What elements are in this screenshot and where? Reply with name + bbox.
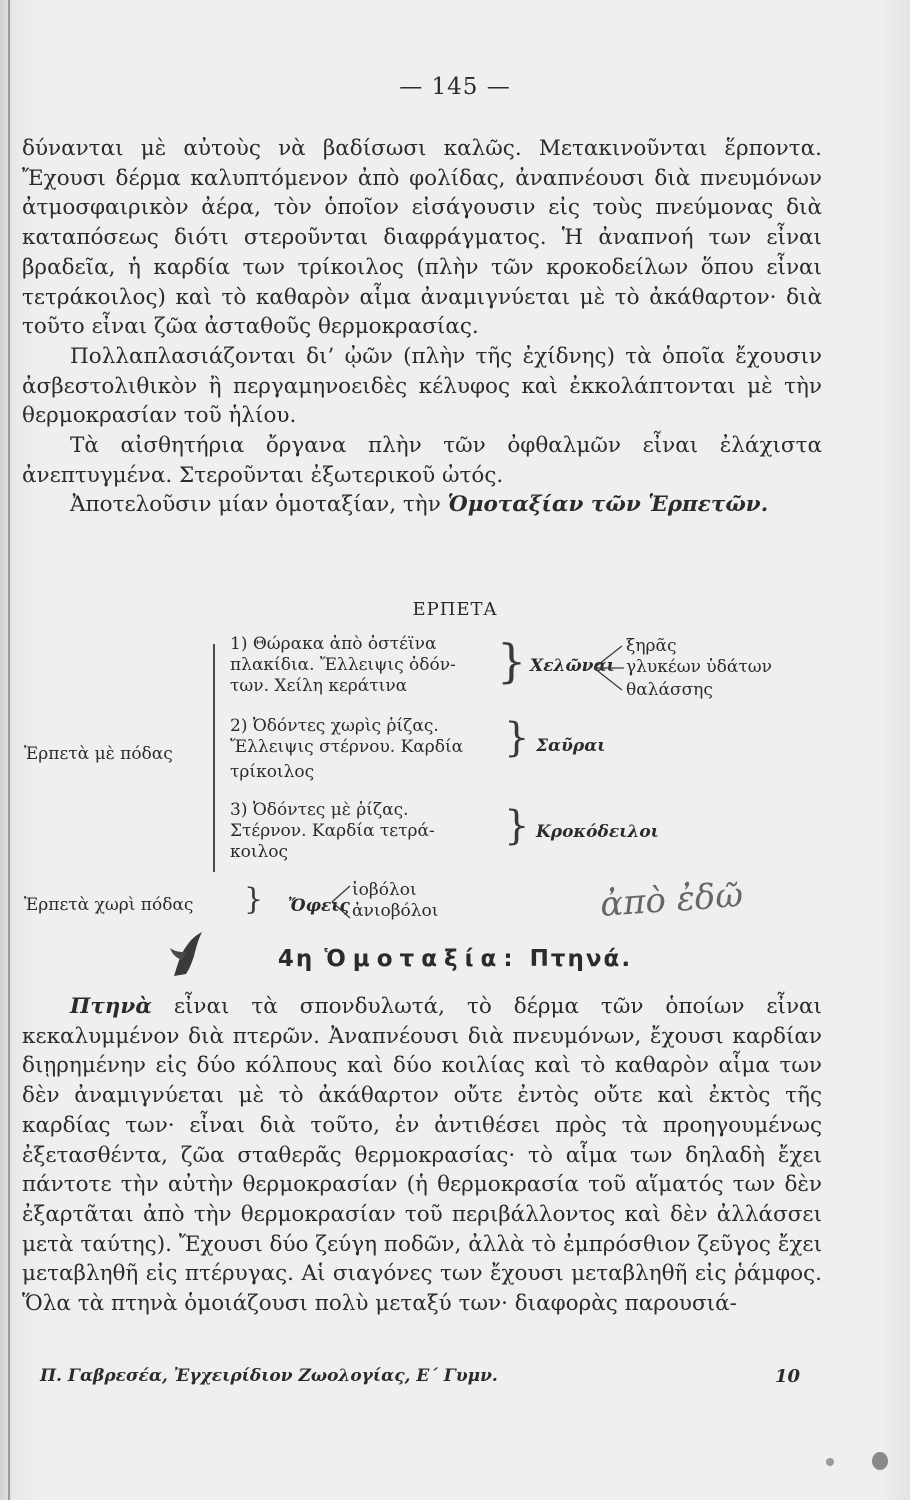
handwritten-note: ἀπὸ ἐδῶ bbox=[598, 875, 745, 925]
page-number: — 145 — bbox=[399, 74, 511, 100]
row4-sub: ἀνιοβόλοι bbox=[352, 901, 439, 921]
row4-name: Ὄφεις bbox=[288, 896, 350, 916]
footer bbox=[40, 1366, 800, 1386]
scan-speck bbox=[826, 1458, 834, 1466]
footer-text: Π. Γαβρεσέα, Ἐγχειρίδιον Ζωολογίας, Ε΄ Γυμν. bbox=[40, 1366, 498, 1386]
row4-sub: ἰοβόλοι bbox=[352, 880, 417, 900]
paragraph: Τὰ αἰσθητήρια ὄργανα πλὴν τῶν ὀφθαλμῶν εἶναι ἐλάχιστα ἀνεπτυγμένα. Στεροῦνται ἐξωτερικοῦ ὠτός. bbox=[22, 433, 822, 488]
row1-line: των. Χείλη κεράτινα bbox=[230, 676, 408, 696]
row1-description bbox=[230, 634, 490, 697]
heading-prefix: 4η bbox=[277, 946, 315, 972]
paragraph: δύνανται μὲ αὐτοὺς νὰ βαδίσωσι καλῶς. Μετακινοῦνται ἕρποντα. Ἔχουσι δέρμα καλυπτόμενον ἀπὸ φολίδας, ἀναπνέουσι διὰ πνευμόνων ἀτμοσφαιρικὸν ἀέρα, τὸν ὁποῖον εἰσάγουσιν εἰς τοὺς πνεύμονας διὰ καταπόσεως διότι στεροῦνται διαφράγματος. Ἡ ἀναπνοή των εἶναι βραδεῖα, ἡ καρδία των τρίκοιλος (πλὴν τῶν κροκοδείλων ὅπου εἶναι τετράκοιλος) καὶ τὸ καθαρὸν αἷμα ἀναμιγνύεται μὲ τὸ ἀκάθαρτον· διὰ τοῦτο εἶναι ζῶα ἀσταθοῦς θερμοκρασίας. bbox=[22, 136, 822, 340]
page-gutter-edge bbox=[8, 0, 10, 1500]
birds-text bbox=[22, 992, 822, 1319]
scan-speck bbox=[872, 1452, 888, 1470]
row3-description bbox=[230, 800, 500, 863]
row3-line: κοιλος bbox=[230, 842, 289, 862]
classification-title: ΕΡΠΕΤΑ bbox=[412, 599, 498, 620]
row2-name: Σαῦραι bbox=[536, 736, 606, 756]
row2-line: Ἔλλειψις στέρνου. Καρδία bbox=[230, 737, 464, 757]
group-with-legs: Ἑρπετὰ μὲ πόδας bbox=[24, 744, 173, 764]
row2-line: τρίκοιλος bbox=[230, 762, 315, 782]
paragraph-text: εἶναι τὰ σπονδυλωτά, τὸ δέρμα τῶν ὁποίων εἶναι κεκαλυμμένον διὰ πτερῶν. Ἀναπνέουσι διὰ πνευμόνων, ἔχουσι καρδίαν διῃρημένην εἰς δύο κόλπους καὶ δύο κοιλίας καὶ τὸ καθαρὸν αἷμα των δὲν ἀναμιγνύεται μὲ τὸ ἀκάθαρτον οὔτε ἐντὸς οὔτε καὶ ἐκτὸς τῆς καρδίας των· εἶναι διὰ τοῦτο, ἐν ἀντιθέσει πρὸς τὰ προηγουμένως ἐξετασθέντα, ζῶα σταθερᾶς θερμοκρασίας· τὸ αἷμα των δηλαδὴ ἔχει πάντοτε τὴν αὐτὴν θερμοκρασίαν (ἡ θερμοκρασία τοῦ αἵματός των δὲν ἐξαρτᾶται ἀπὸ τὴν θερμοκρασίαν τοῦ περιβάλλοντος καὶ δὲν ἀλλάσσει μετὰ ταύτης). Ἔχουσι δύο ζεύγη ποδῶν, ἀλλὰ τὸ ἐμπρόσθιον ζεῦγος ἔχει μεταβληθῆ εἰς πτέρυγας. Αἱ σιαγόνες των ἔχουσι μεταβληθῆ εἰς ῥάμφος. Ὅλα τὰ πτηνὰ ὁμοιάζουσι πολὺ μεταξύ των· διαφορὰς παρουσιά- bbox=[22, 994, 822, 1317]
row2-description bbox=[230, 716, 500, 783]
brace: } bbox=[504, 715, 530, 761]
brace: } bbox=[244, 882, 264, 917]
row3-line: 3) Ὀδόντες μὲ ῥίζας. bbox=[230, 800, 409, 820]
group-without-legs: Ἑρπετὰ χωρὶ πόδας bbox=[24, 895, 194, 915]
class-name: Ὁμοταξίαν τῶν Ἑρπετῶν. bbox=[447, 492, 769, 518]
row2-line: 2) Ὀδόντες χωρὶς ῥίζας. bbox=[230, 716, 439, 736]
branch-lines bbox=[592, 640, 628, 696]
row1-line: 1) Θώρακα ἀπὸ ὀστέϊνα bbox=[230, 634, 437, 654]
brace: } bbox=[497, 634, 527, 688]
row1-sub: ξηρᾶς bbox=[626, 636, 677, 656]
reptiles-text bbox=[22, 134, 822, 520]
row1-name: Χελῶναι bbox=[530, 656, 615, 676]
lead-word: Πτηνὰ bbox=[70, 994, 152, 1019]
paragraph bbox=[22, 490, 822, 520]
paragraph bbox=[22, 992, 822, 1319]
row3-line: Στέρνον. Καρδία τετρά- bbox=[230, 821, 435, 841]
paragraph-text: Ἀποτελοῦσιν μίαν ὁμοταξίαν, τὴν bbox=[70, 492, 441, 518]
row1-sub: γλυκέων ὑδάτων bbox=[626, 657, 772, 677]
row1-sub: θαλάσσης bbox=[626, 680, 713, 700]
branch-lines bbox=[330, 882, 352, 922]
brace: } bbox=[504, 803, 530, 849]
classification-bracket-line bbox=[213, 644, 215, 872]
paragraph: Πολλαπλασιάζονται δι’ ᾠῶν (πλὴν τῆς ἐχίδνης) τὰ ὁποῖα ἔχουσιν ἀσβεστολιθικὸν ἢ περγαμηνοειδὲς κέλυφος καὶ ἐκκολάπτονται μὲ τὴν θερμοκρασίαν τοῦ ἡλίου. bbox=[22, 343, 822, 429]
heading-word: Ὁμοταξία: bbox=[324, 946, 520, 972]
row3-name: Κροκόδειλοι bbox=[536, 822, 659, 842]
row1-line: πλακίδια. Ἔλλειψις ὀδόν- bbox=[230, 655, 456, 675]
section-heading bbox=[0, 946, 910, 972]
sheet-number: 10 bbox=[774, 1366, 800, 1387]
heading-name: Πτηνά. bbox=[529, 946, 633, 972]
